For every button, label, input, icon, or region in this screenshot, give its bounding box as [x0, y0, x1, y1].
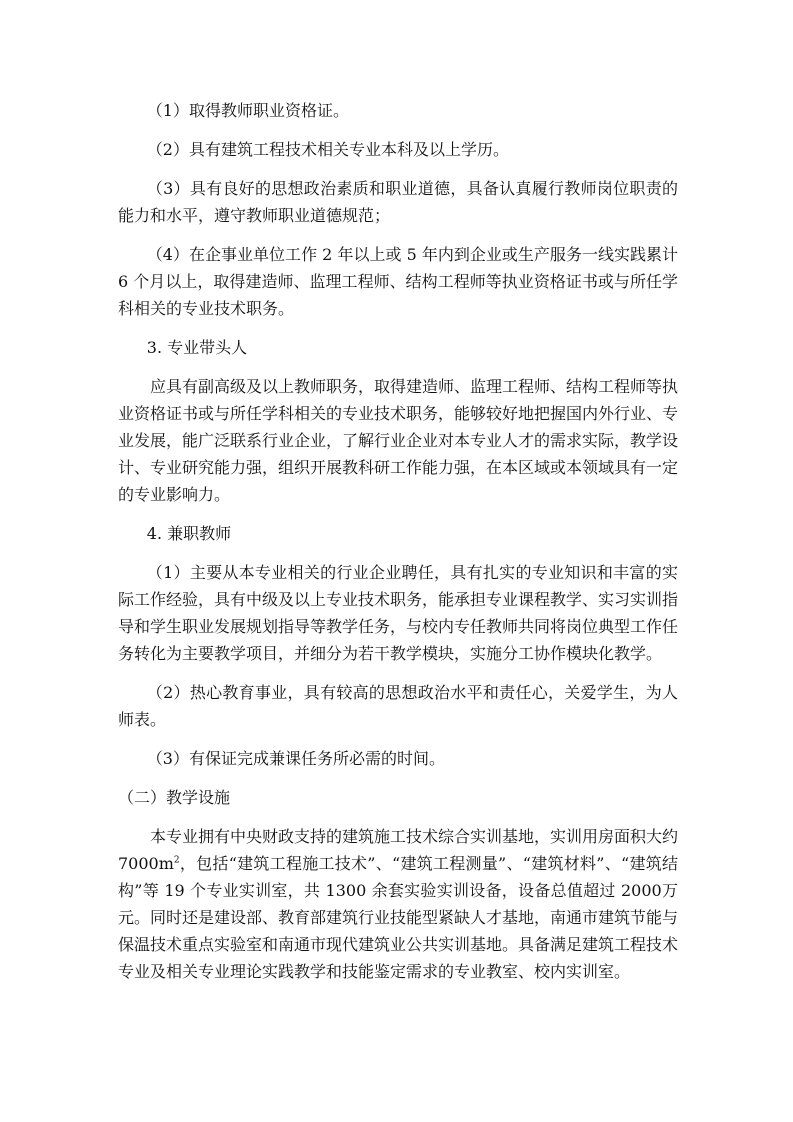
heading-part-time-teachers: 4. 兼职教师 — [146, 524, 232, 543]
professional-leader-paragraph: 应具有副高级及以上教师职务，取得建造师、监理工程师、结构工程师等执业资格证书或与所任学科相关的专业技术职务，能够较好地把握国内外行业、专业发展，能广泛联系行业企业，了解行业企业对本专业人才的需求实际，教学设计、专业研究能力强，组织开展教科研工作能力强，在本区域或本领域具有一定的专业影响力。 — [118, 377, 679, 504]
teaching-facilities-paragraph — [118, 823, 678, 985]
facility-text-after: ，包括“建筑工程施工技术”、“建筑工程测量”、“建筑材料”、“建筑结构”等 19 个专业实训室，共 1300 余套实验实训设备，设备总值超过 2000万元。同时还是建设部、教育部建筑行业技能型紧缺人才基地，南通市建筑节能与保温技术重点实验室和南通市现代建筑业公共实训基地。具备满足建筑工程技术专业及相关专业理论实践教学和技能鉴定需求的专业教室、校内实训室。 — [118, 854, 679, 981]
qualification-item-2: （2）具有建筑工程技术相关专业本科及以上学历。 — [146, 140, 509, 159]
area-unit-superscript: 2 — [173, 855, 180, 866]
part-time-item-1: （1）主要从本专业相关的行业企业聘任，具有扎实的专业知识和丰富的实际工作经验，具有中级及以上专业技术职务，能承担专业课程教学、实习实训指导和学生职业发展规划指导等教学任务，与校内专任教师共同将岗位典型工作任务转化为主要教学项目，并细分为若干教学模块，实施分工协作模块化教学。 — [118, 563, 679, 663]
qualification-item-4: （4）在企事业单位工作 2 年以上或 5 年内到企业或生产服务一线实践累计6 个月以上，取得建造师、监理工程师、结构工程师等执业资格证书或与所任学科相关的专业技术职务。 — [118, 245, 678, 318]
facility-text-before: 本专业拥有中央财政支持的建筑施工技术综合实训基地，实训用房面积大约7000m — [118, 827, 679, 873]
qualification-item-1: （1）取得教师职业资格证。 — [146, 101, 349, 120]
part-time-item-3: （3）有保证完成兼课任务所必需的时间。 — [146, 749, 445, 768]
qualification-item-3: （3）具有良好的思想政治素质和职业道德，具备认真履行教师岗位职责的能力和水平，遵守教师职业道德规范； — [118, 179, 678, 225]
heading-teaching-facilities: （二）教学设施 — [118, 788, 231, 807]
part-time-item-2: （2）热心教育事业，具有较高的思想政治水平和责任心，关爱学生，为人师表。 — [118, 683, 678, 729]
document-page — [118, 97, 678, 997]
heading-professional-leader: 3. 专业带头人 — [146, 338, 248, 357]
